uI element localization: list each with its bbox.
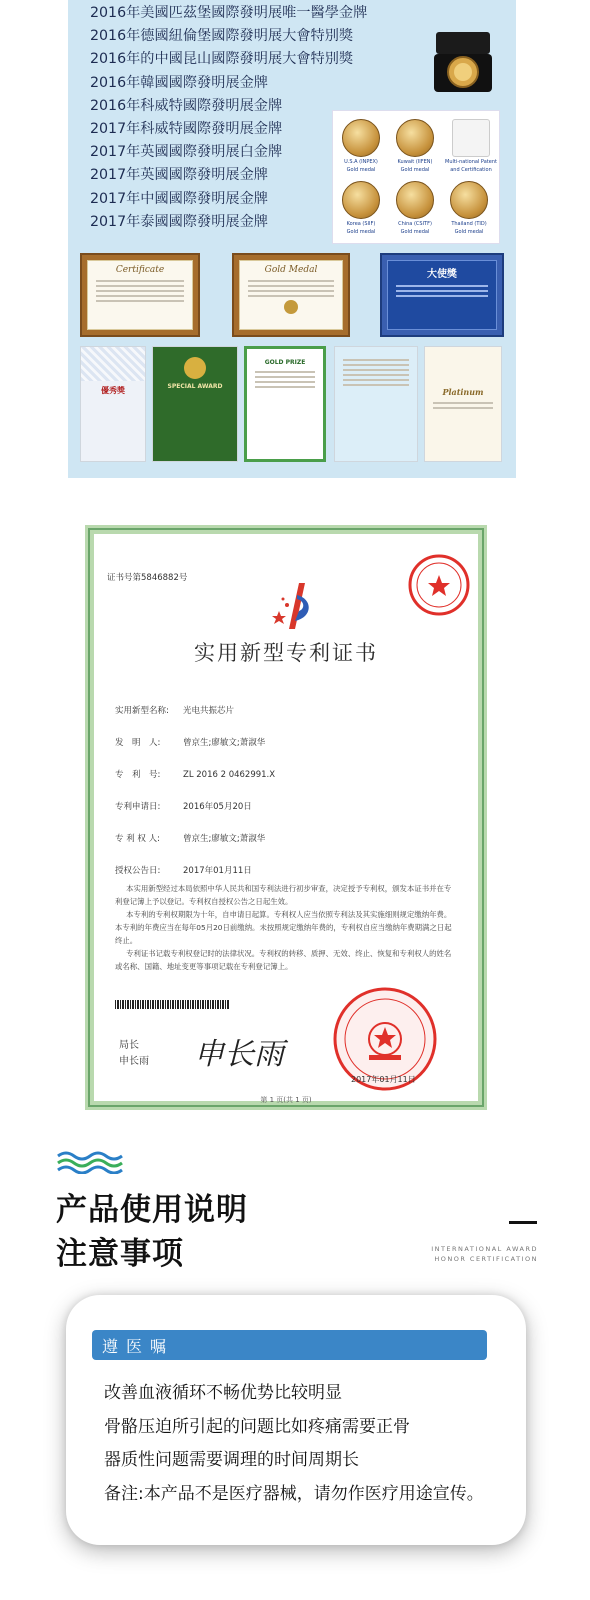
medal-icon: [342, 119, 380, 157]
award-line: 2016年德國紐倫堡國際發明展大會特別獎: [90, 28, 354, 45]
notice-item: 备注:本产品不是医疗器械，请勿作医疗用途宣传。: [104, 1483, 484, 1504]
notice-title-bar: [92, 1330, 487, 1360]
page-number: 第 1 页(共 1 页): [260, 1096, 312, 1104]
certificate-stack-icon: [452, 119, 490, 157]
award-list: [90, 2, 367, 234]
certificate-image: [239, 260, 343, 330]
field-value: 2017年01月11日: [183, 866, 252, 876]
heading-dash: [509, 1221, 537, 1224]
notice-card: [66, 1295, 526, 1545]
medal-caption: Thailand (TID): [451, 221, 487, 227]
award-line: 2017年中國國際發明展金牌: [90, 190, 268, 207]
medal-caption: and Certification: [450, 167, 492, 173]
certificate-field: [115, 864, 252, 876]
medal-box-image: [432, 30, 494, 94]
award-line: 2017年科威特國際發明展金牌: [90, 120, 283, 137]
certificate-image: [87, 260, 193, 330]
framed-certificate: [380, 253, 504, 337]
field-value: 曾京生;廖敏文;萧淑华: [183, 834, 266, 844]
signer-title: 局长: [119, 1040, 139, 1051]
medal-caption: Gold medal: [454, 229, 484, 235]
medal-caption: Multi-national Patent: [445, 159, 497, 165]
notice-list: [104, 1377, 484, 1511]
medal-icon: [396, 119, 434, 157]
award-line: 2017年英國國際發明展金牌: [90, 167, 268, 184]
certificate-image: [244, 346, 326, 462]
notice-item: 改善血液循环不畅优势比较明显: [104, 1383, 342, 1403]
award-line: 2017年英國國際發明展白金牌: [90, 144, 283, 161]
field-label: 专利申请日:: [115, 802, 161, 812]
field-value: ZL 2016 2 0462991.X: [183, 770, 276, 780]
medal-caption: China (CSITF): [398, 221, 432, 227]
notice-item: 骨骼压迫所引起的问题比如疼痛需要正骨: [104, 1416, 410, 1437]
intl-caption: INTERNATIONAL AWARD: [431, 1245, 538, 1253]
section-heading: 产品使用说明: [56, 1192, 248, 1228]
medal-caption: Gold medal: [400, 229, 430, 235]
medal-panel: [332, 110, 500, 244]
medal-caption: Korea (SIIF): [346, 221, 376, 227]
barcode: [115, 1000, 230, 1009]
body-paragraph: 本专利的专利权期限为十年，自申请日起算。专利权人应当依照专利法及其实施细则规定缴纳年费。本专利的年费应当在每年05月20日前缴纳。未按照规定缴纳年费的，专利权自应当缴纳年费期满之日起终止。: [115, 910, 452, 945]
certificate-field: [115, 736, 265, 748]
medal-item: [337, 181, 385, 235]
notice-title: 遵医嘱: [102, 1336, 175, 1356]
award-line: 2017年泰國國際發明展金牌: [90, 213, 268, 230]
notice-item: 器质性问题需要调理的时间周期长: [104, 1450, 359, 1470]
medal-item: [391, 119, 439, 173]
certificate-title: Gold Medal: [264, 265, 318, 275]
award-line: 2016年韓國國際發明展金牌: [90, 74, 268, 91]
awards-panel: [68, 0, 516, 478]
award-line: 2016年科威特國際發明展金牌: [90, 97, 283, 114]
seal-date: 2017年01月11日: [351, 1075, 416, 1084]
certificate-title: 優秀獎: [101, 386, 125, 395]
field-label: 实用新型名称:: [115, 706, 169, 716]
field-value: 曾京生;廖敏文;萧淑华: [183, 738, 266, 748]
body-paragraph: 专利证书记载专利权登记时的法律状况。专利权的转移、质押、无效、终止、恢复和专利权人的姓名或名称、国籍、地址变更等事项记载在专利登记簿上。: [115, 949, 452, 971]
wave-icon: [56, 1150, 124, 1174]
field-label: 授权公告日:: [115, 866, 161, 876]
certificate-image: [80, 346, 146, 462]
signer-name: 申长雨: [119, 1056, 149, 1067]
section-heading: 注意事项: [56, 1236, 184, 1272]
award-line: 2016年的中國昆山國際發明展大會特別獎: [90, 51, 354, 68]
certificate-image: [387, 260, 497, 330]
medal-item: [391, 181, 439, 235]
intl-caption: HONOR CERTIFICATION: [434, 1255, 538, 1263]
certificate-title: GOLD PRIZE: [264, 359, 306, 366]
certificate-title: Platinum: [442, 387, 484, 397]
patent-office-logo-icon: [269, 581, 321, 633]
framed-certificate: [232, 253, 350, 337]
signature: 申长雨: [194, 1037, 284, 1072]
medal-icon: [396, 181, 434, 219]
medal-item: [337, 119, 385, 173]
certificate-image: [424, 346, 502, 462]
medal-caption: Gold medal: [400, 167, 430, 173]
red-seal-icon: [407, 553, 471, 617]
field-label: 专 利 权 人:: [115, 834, 160, 844]
certificate-field: [115, 800, 252, 812]
medal-item: [445, 181, 493, 235]
certificate-title: SPECIAL AWARD: [167, 383, 223, 390]
medal-caption: Kuwait (IIFEN): [397, 159, 433, 165]
medal-item: [445, 119, 497, 173]
certificate-title: Certificate: [115, 265, 165, 275]
field-label: 专 利 号:: [115, 770, 161, 780]
field-label: 发 明 人:: [115, 738, 161, 748]
field-value: 2016年05月20日: [183, 802, 252, 812]
patent-certificate: [85, 525, 487, 1110]
medal-caption: Gold medal: [346, 167, 376, 173]
certificate-image: [152, 346, 238, 462]
award-line: 2016年美國匹茲堡國際發明展唯一醫學金牌: [90, 5, 368, 21]
certificate-field: [115, 768, 275, 780]
field-value: 光电共振芯片: [183, 706, 235, 716]
certificate-field: [115, 704, 234, 716]
certificate-title: 大使獎: [427, 269, 457, 280]
medal-caption: Gold medal: [346, 229, 376, 235]
framed-certificate: [80, 253, 200, 337]
medal-icon: [450, 181, 488, 219]
certificate-field: [115, 832, 265, 844]
certificate-serial: 证书号第5846882号: [107, 573, 188, 583]
body-paragraph: 本实用新型经过本局依照中华人民共和国专利法进行初步审查，决定授予专利权，颁发本证书并在专利登记簿上予以登记。专利权自授权公告之日起生效。: [115, 884, 452, 906]
certificate-body: [115, 882, 455, 973]
medal-icon: [342, 181, 380, 219]
certificate-image: [334, 346, 418, 462]
certificate-title: 实用新型专利证书: [194, 641, 378, 665]
medal-caption: U.S.A (INPEX): [344, 159, 378, 165]
